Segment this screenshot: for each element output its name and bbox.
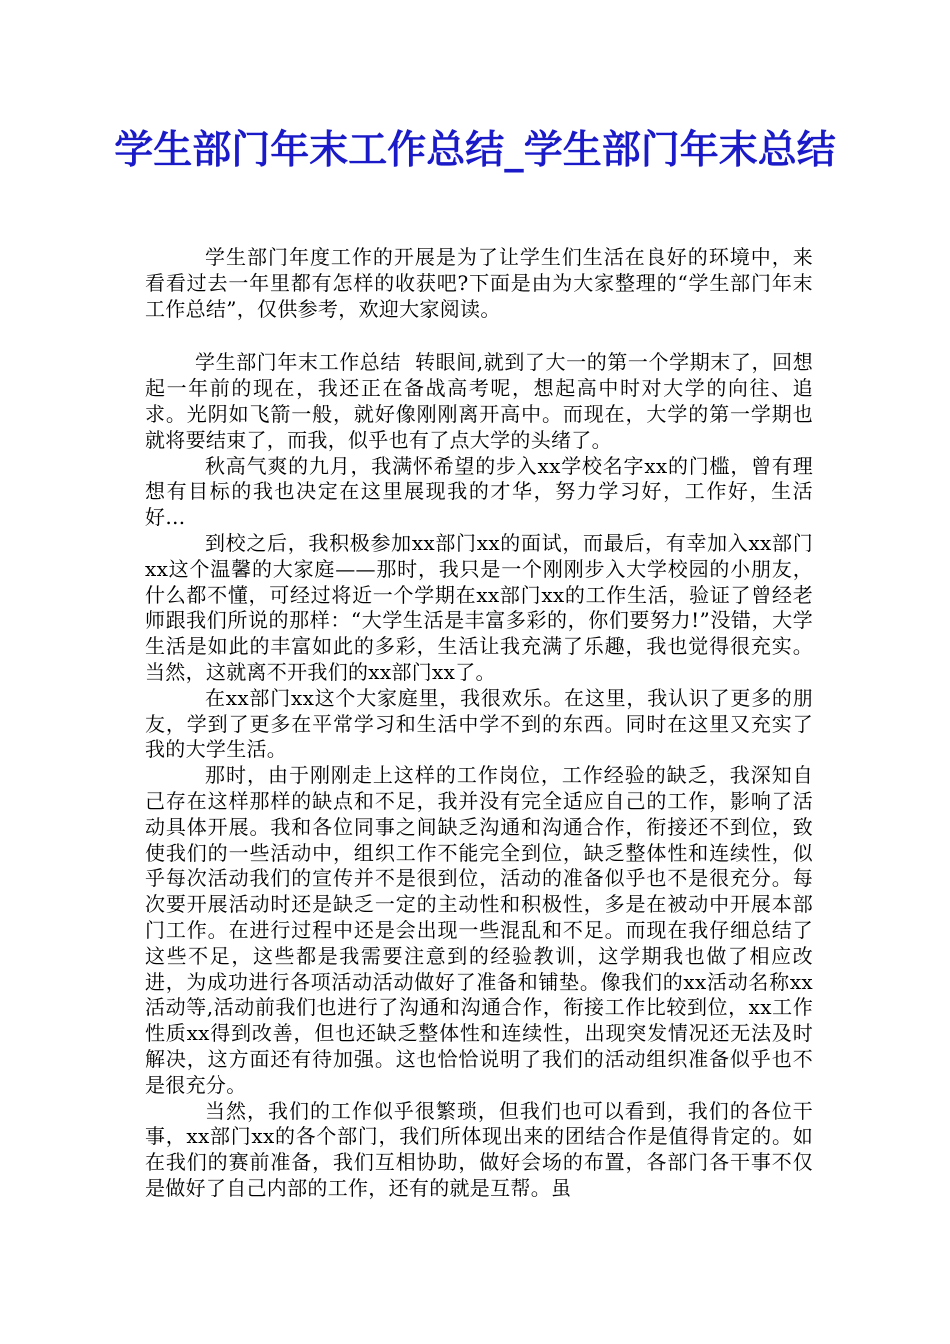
body-paragraph-6: 当然，我们的工作似乎很繁琐，但我们也可以看到，我们的各位干事，xx部门xx的各个部门，我们所体现出来的团结合作是值得肯定的。如在我们的赛前准备，我们互相协助，做好会场的布置，各部门各干事不仅是做好了自己内部的工作，还有的就是互帮。虽	[145, 1098, 813, 1200]
body-paragraph-5: 那时，由于刚刚走上这样的工作岗位，工作经验的缺乏，我深知自己存在这样那样的缺点和不足，我并没有完全适应自己的工作，影响了活动具体开展。我和各位同事之间缺乏沟通和沟通合作，衔接还不到位，致使我们的一些活动中，组织工作不能完全到位，缺乏整体性和连续性，似乎每次活动我们的宣传并不是很到位，活动的准备似乎也不是很充分。每次要开展活动时还是缺乏一定的主动性和积极性，多是在被动中开展本部门工作。在进行过程中还是会出现一些混乱和不足。而现在我仔细总结了这些不足，这些都是我需要注意到的经验教训，这学期我也做了相应改进，为成功进行各项活动活动做好了准备和铺垫。像我们的xx活动名称xx活动等,活动前我们也进行了沟通和沟通合作，衔接工作比较到位，xx工作性质xx得到改善，但也还缺乏整体性和连续性，出现突发情况还无法及时解决，这方面还有待加强。这也恰恰说明了我们的活动组织准备似乎也不是很充分。	[145, 763, 813, 1097]
body-paragraph-1-text: 转眼间,就到了大一的第一个学期末了，回想起一年前的现在，我还正在备战高考呢，想起高中时对大学的向往、追求。光阴如飞箭一般，就好像刚刚离开高中。而现在，大学的第一学期也就将要结束了，而我，似乎也有了点大学的头绪了。	[145, 350, 814, 452]
document-body	[145, 245, 813, 1202]
intro-paragraph: 学生部门年度工作的开展是为了让学生们生活在良好的环境中，来看看过去一年里都有怎样的收获吧?下面是由为大家整理的“学生部门年末工作总结”，仅供参考，欢迎大家阅读。	[145, 245, 813, 321]
document-title: 学生部门年末工作总结_学生部门年末总结	[114, 128, 836, 173]
body-paragraph-1	[145, 350, 813, 453]
body-paragraph-3: 到校之后，我积极参加xx部门xx的面试，而最后，有幸加入xx部门xx这个温馨的大家庭——那时，我只是一个刚刚步入大学校园的小朋友，什么都不懂，可经过将近一个学期在xx部门xx的工作生活，验证了曾经老师跟我们所说的那样：“大学生活是丰富多彩的，你们要努力!”没错，大学生活是如此的丰富如此的多彩，生活让我充满了乐趣，我也觉得很充实。当然，这就离不开我们的xx部门xx了。	[145, 530, 813, 684]
body-paragraph-2: 秋高气爽的九月，我满怀希望的步入xx学校名字xx的门槛，曾有理想有目标的我也决定在这里展现我的才华，努力学习好，工作好，生活好…	[145, 453, 813, 530]
lead-label: 学生部门年末工作总结	[195, 350, 401, 375]
body-paragraph-4: 在xx部门xx这个大家庭里，我很欢乐。在这里，我认识了更多的朋友，学到了更多在平常学习和生活中学不到的东西。同时在这里又充实了我的大学生活。	[145, 685, 813, 762]
